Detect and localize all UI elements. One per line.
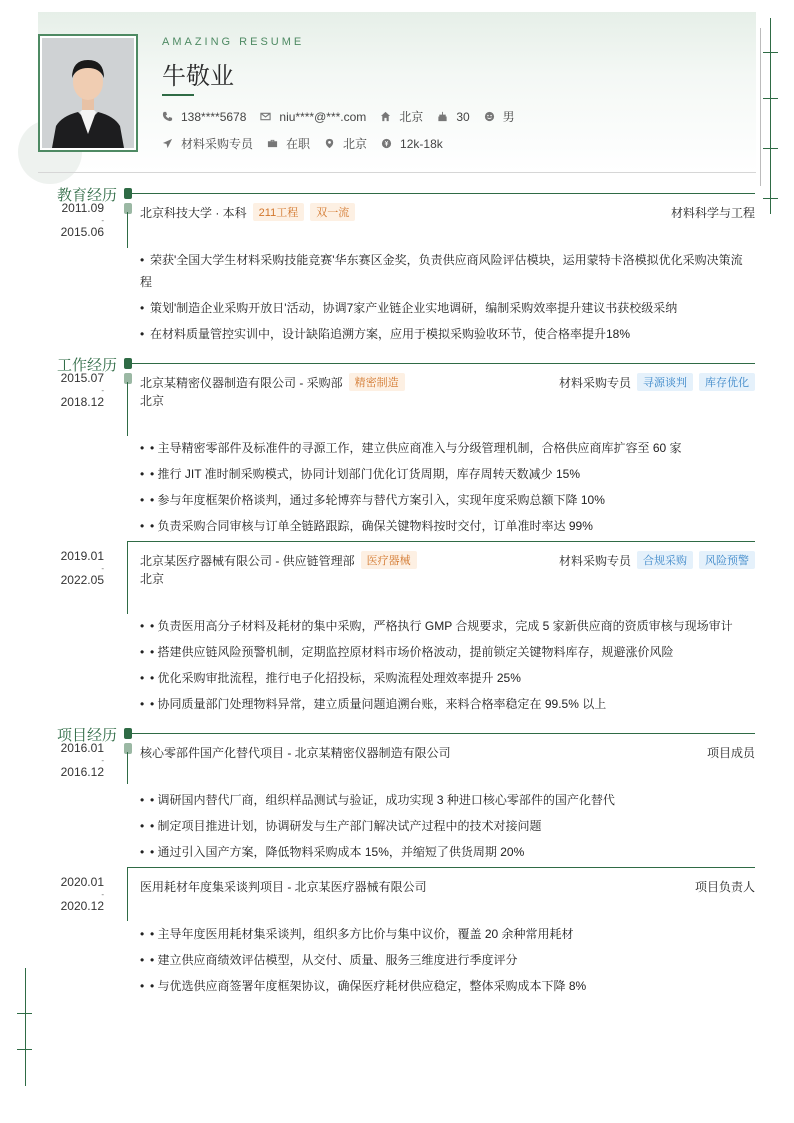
position-info xyxy=(162,135,253,152)
date-dash: - xyxy=(101,890,104,899)
proj1-bullet: • • 通过引入国产方案，降低物料采购成本 15%，并缩短了供货周期 20% xyxy=(140,845,525,859)
work1-role-tag: 寻源谈判 xyxy=(637,373,693,391)
proj2-bullet: • • 主导年度医用耗材集采谈判，组织多方比价与集中议价，覆盖 20 余种常用耗材 xyxy=(140,927,574,941)
avatar xyxy=(38,34,138,152)
proj1-start-date: 2016.01 xyxy=(60,741,104,755)
proj1-bullet: • • 制定项目推进计划，协调研发与生产部门解决试产过程中的技术对接问题 xyxy=(140,819,542,833)
decor-tick xyxy=(763,198,778,199)
phone-icon xyxy=(162,111,173,122)
location-pin-icon xyxy=(324,138,335,149)
salary-info xyxy=(381,137,443,151)
work2-bullet: • • 优化采购审批流程，推行电子化招投标，采购流程处理效率提升 25% xyxy=(140,671,521,685)
work1-end-date: 2018.12 xyxy=(60,395,104,409)
gender-text: 男 xyxy=(502,110,515,124)
edu-school-name: 北京科技大学 · 本科 xyxy=(140,205,247,220)
work2-tag: 医疗器械 xyxy=(361,551,417,569)
work1-bullet: • • 推行 JIT 准时制采购模式，协同计划部门优化订货周期，库存周转天数减少 15% xyxy=(140,467,581,481)
edu-bullet: • 策划'制造企业采购开放日'活动，协调7家产业链企业实地调研，编制采购效率提升建议书获校级采纳 xyxy=(140,301,678,315)
age-text: 30 xyxy=(456,109,470,124)
face-icon xyxy=(484,111,495,122)
entry-divider xyxy=(128,867,755,868)
edu-tag: 211工程 xyxy=(253,203,305,221)
section-title-work: 工作经历 xyxy=(57,357,118,374)
phone-info xyxy=(162,110,246,124)
edu-start-date: 2011.09 xyxy=(61,201,104,215)
section-marker xyxy=(124,728,132,739)
edu-school xyxy=(140,203,355,221)
decor-line-right xyxy=(770,18,771,214)
gender-info xyxy=(484,108,515,125)
work1-bullet: • • 主导精密零部件及标准件的寻源工作，建立供应商准入与分级管理机制，合格供应商库扩容至 60 家 xyxy=(140,441,682,455)
header-divider xyxy=(38,172,756,173)
money-icon xyxy=(381,138,392,149)
city-text: 北京 xyxy=(343,137,368,151)
entry-marker xyxy=(124,743,132,754)
name-underline xyxy=(162,94,194,96)
work2-company-name: 北京某医疗器械有限公司 - 供应链管理部 xyxy=(140,553,355,568)
section-title-education: 教育经历 xyxy=(57,187,118,204)
decor-line-right-inner xyxy=(760,28,761,186)
contact-row xyxy=(162,108,529,125)
edu-major: 材料科学与工程 xyxy=(670,206,755,220)
edu-bullet: • 荣获'全国大学生材料采购技能竞赛'华东赛区金奖，负责供应商风险评估模块，运用蒙特卡洛模拟优化采购决策流程 xyxy=(140,253,743,289)
work1-bullet: • • 参与年度框架价格谈判，通过多轮博弈与替代方案引入，实现年度采购总额下降 10% xyxy=(140,493,605,507)
email-text: niu****@***.com xyxy=(279,109,367,124)
work2-bullet: • • 协同质量部门处理物料异常，建立质量问题追溯台账，来料合格率稳定在 99.5% 以上 xyxy=(140,697,607,711)
proj1-bullet: • • 调研国内替代厂商，组织样品测试与验证，成功实现 3 种进口核心零部件的国产化替代 xyxy=(140,793,615,807)
entry-timeline-bar xyxy=(127,541,128,614)
work2-start-date: 2019.01 xyxy=(60,549,104,563)
age-info xyxy=(437,110,469,124)
email-info xyxy=(260,110,366,124)
date-dash: - xyxy=(101,756,104,765)
decor-tick xyxy=(17,1013,32,1014)
entry-timeline-bar xyxy=(127,382,128,436)
date-dash: - xyxy=(101,216,104,225)
edu-end-date: 2015.06 xyxy=(60,225,104,239)
home-info xyxy=(380,108,423,125)
proj2-start-date: 2020.01 xyxy=(60,875,104,889)
work2-bullet: • • 搭建供应链风险预警机制，定期监控原材料市场价格波动，提前锁定关键物料库存，规避涨价风险 xyxy=(140,645,674,659)
section-marker xyxy=(124,358,132,369)
proj2-role: 项目负责人 xyxy=(694,880,755,894)
work1-company-name: 北京某精密仪器制造有限公司 - 采购部 xyxy=(140,375,343,390)
send-icon xyxy=(162,138,173,149)
work1-city: 北京 xyxy=(140,394,165,408)
work1-tag: 精密制造 xyxy=(349,373,405,391)
status-info xyxy=(267,135,310,152)
work1-start-date: 2015.07 xyxy=(60,371,104,385)
work2-role xyxy=(559,551,755,569)
phone-text: 138****5678 xyxy=(181,109,247,124)
edu-tag: 双一流 xyxy=(310,203,355,221)
work2-role-tag: 合规采购 xyxy=(637,551,693,569)
proj2-bullet: • • 与优选供应商签署年度框架协议，确保医疗耗材供应稳定，整体采购成本下降 8% xyxy=(140,979,587,993)
section-title-project: 项目经历 xyxy=(57,727,118,744)
work1-role xyxy=(559,373,755,391)
job-intent-row xyxy=(162,135,457,152)
entry-timeline-bar xyxy=(127,752,128,784)
home-text: 北京 xyxy=(399,110,424,124)
entry-timeline-bar xyxy=(127,212,128,248)
proj1-end-date: 2016.12 xyxy=(60,765,104,779)
work2-company xyxy=(140,551,417,569)
work1-company xyxy=(140,373,405,391)
decor-tick xyxy=(763,98,778,99)
decor-tick xyxy=(763,148,778,149)
proj2-title: 医用耗材年度集采谈判项目 - 北京某医疗器械有限公司 xyxy=(140,880,427,894)
work2-role-tag: 风险预警 xyxy=(699,551,755,569)
proj2-end-date: 2020.12 xyxy=(60,899,104,913)
work2-bullet: • • 负责医用高分子材料及耗材的集中采购，严格执行 GMP 合规要求，完成 5 家新供应商的资质审核与现场审计 xyxy=(140,619,733,633)
decor-tick xyxy=(763,52,778,53)
proj1-role: 项目成员 xyxy=(706,746,755,760)
section-divider xyxy=(132,193,755,194)
entry-divider xyxy=(128,541,755,542)
section-divider xyxy=(132,733,755,734)
work1-bullet: • • 负责采购合同审核与订单全链路跟踪，确保关键物料按时交付，订单准时率达 99% xyxy=(140,519,593,533)
entry-marker xyxy=(124,373,132,384)
salary-text: 12k-18k xyxy=(400,136,443,151)
work2-role-name: 材料采购专员 xyxy=(558,553,631,568)
proj1-title: 核心零部件国产化替代项目 - 北京某精密仪器制造有限公司 xyxy=(140,746,451,760)
cake-icon xyxy=(437,111,448,122)
position-text: 材料采购专员 xyxy=(181,137,254,151)
section-marker xyxy=(124,188,132,199)
city-info xyxy=(324,135,367,152)
work2-city: 北京 xyxy=(140,572,165,586)
work1-role-tag: 库存优化 xyxy=(699,373,755,391)
work2-end-date: 2022.05 xyxy=(60,573,104,587)
candidate-name: 牛敬业 xyxy=(162,63,234,90)
home-icon xyxy=(380,111,391,122)
work1-role-name: 材料采购专员 xyxy=(558,375,631,390)
proj2-bullet: • • 建立供应商绩效评估模型，从交付、质量、服务三维度进行季度评分 xyxy=(140,953,518,967)
date-dash: - xyxy=(101,386,104,395)
decor-tick xyxy=(17,1049,32,1050)
entry-marker xyxy=(124,203,132,214)
decor-line-left xyxy=(25,968,26,1086)
resume-eyebrow: AMAZING RESUME xyxy=(162,36,305,48)
entry-timeline-bar xyxy=(127,867,128,921)
mail-icon xyxy=(260,111,271,122)
briefcase-icon xyxy=(267,138,278,149)
status-text: 在职 xyxy=(286,137,311,151)
section-divider xyxy=(132,363,755,364)
edu-bullet: • 在材料质量管控实训中，设计缺陷追溯方案，应用于模拟采购验收环节，使合格率提升18% xyxy=(140,327,631,341)
date-dash: - xyxy=(101,564,104,573)
